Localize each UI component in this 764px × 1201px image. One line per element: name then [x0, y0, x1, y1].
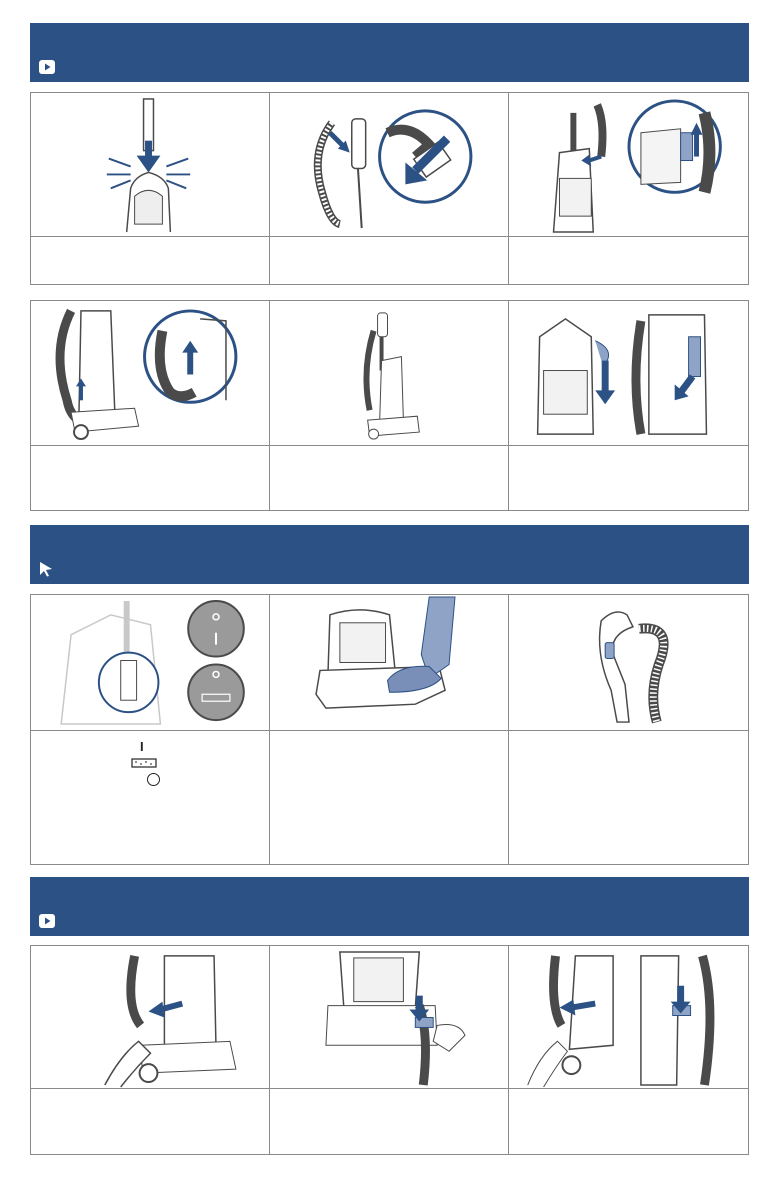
brushroll-mark-icon [131, 757, 157, 772]
step-panel [31, 301, 270, 510]
assembly-steps-row-1 [30, 92, 749, 285]
section-banner-maintenance [30, 877, 749, 936]
illustration-hose-connect [270, 93, 508, 237]
illustration-foot-release [270, 595, 508, 731]
maintenance-steps-row [30, 945, 749, 1155]
step-panel [509, 93, 748, 285]
step-panel [509, 946, 748, 1155]
video-play-icon[interactable] [38, 59, 56, 75]
illustration-tool-storage [509, 301, 748, 446]
illustration-hose-release [31, 946, 269, 1089]
power-on-mark: I [140, 739, 144, 754]
illustration-hose-removal-pair [509, 946, 748, 1089]
illustration-assembled-vacuum [270, 301, 508, 446]
illustration-hose-attach-side [509, 93, 748, 237]
step-panel [270, 93, 509, 285]
switch-brushroll-button[interactable] [188, 664, 244, 720]
power-off-mark [147, 773, 160, 786]
step-panel [31, 946, 270, 1155]
step-panel [509, 301, 748, 510]
step-panel [270, 946, 509, 1155]
illustration-hose-clip [31, 301, 269, 446]
section-banner-operation [30, 525, 749, 584]
switch-legend [31, 731, 269, 865]
switch-on-button[interactable] [188, 601, 244, 657]
cursor-arrow-icon [38, 561, 56, 577]
step-panel [31, 595, 270, 865]
step-panel [270, 301, 509, 510]
section-banner-assembly [30, 23, 749, 82]
video-play-icon[interactable] [38, 913, 56, 929]
operation-steps-row [30, 594, 749, 865]
step-panel [509, 595, 748, 865]
illustration-wand-insert [31, 93, 269, 237]
step-panel [31, 93, 270, 285]
illustration-handle-suction [509, 595, 748, 731]
assembly-steps-row-2 [30, 300, 749, 511]
illustration-power-switch [31, 595, 269, 731]
illustration-hose-port-press [270, 946, 508, 1089]
step-panel [270, 595, 509, 865]
